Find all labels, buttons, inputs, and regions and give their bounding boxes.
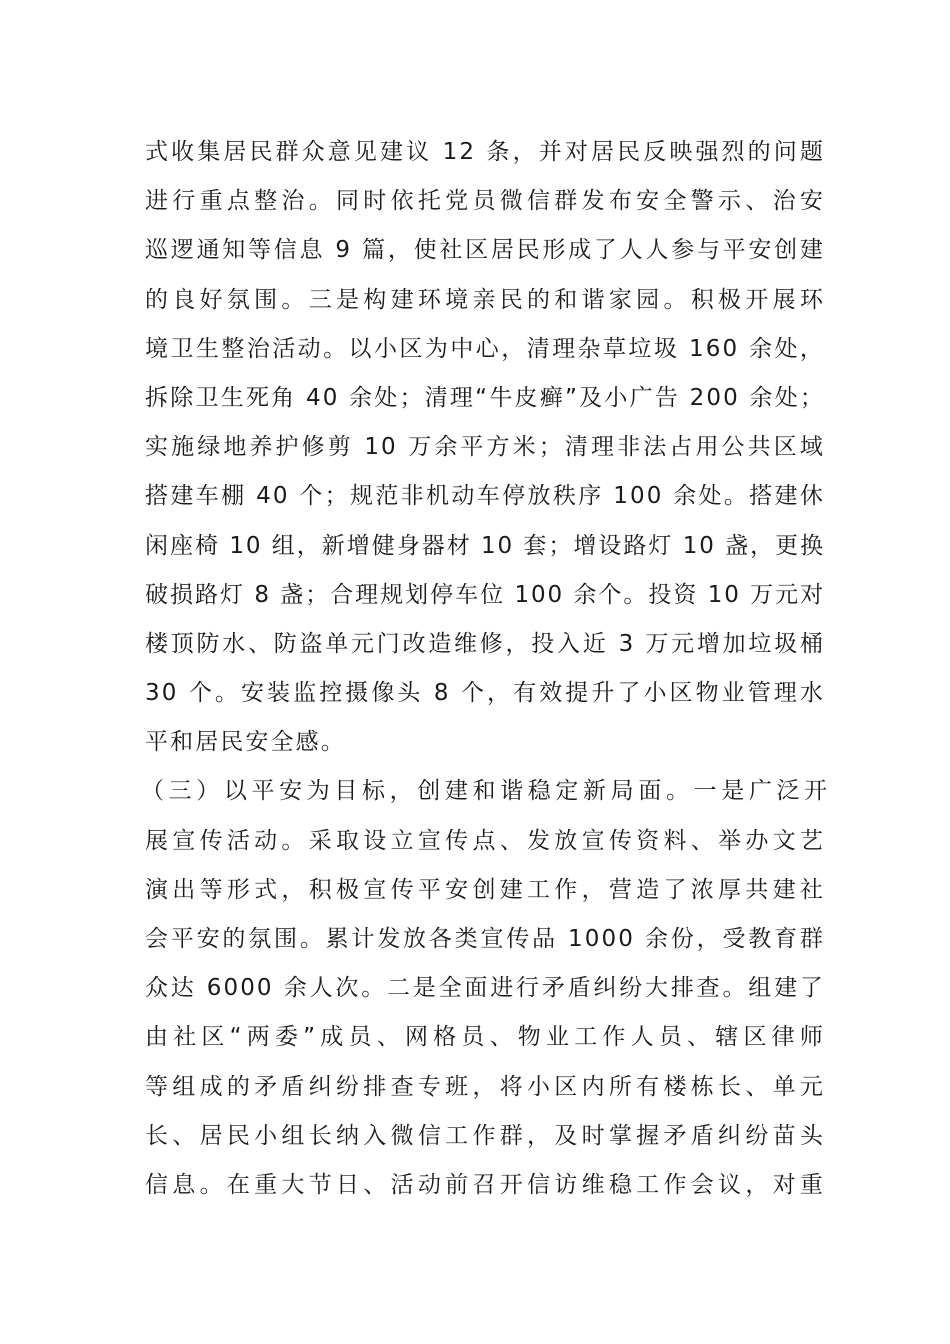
text-line-2: 进行重点整治。同时依托党员微信群发布安全警示、治安 [145, 188, 825, 215]
text-line-8: 搭建车棚 40 个；规范非机动车停放秩序 100 余处。搭建休 [145, 483, 825, 510]
body-text [141, 128, 825, 1210]
text-line-22: 信息。在重大节日、活动前召开信访维稳工作会议，对重 [145, 1171, 825, 1198]
section-heading-line: （三）以平安为目标，创建和谐稳定新局面。一是广泛开 [141, 778, 825, 805]
text-line-16: 演出等形式，积极宣传平安创建工作，营造了浓厚共建社 [145, 876, 825, 903]
text-line-10: 破损路灯 8 盏；合理规划停车位 100 余个。投资 10 万元对 [145, 581, 825, 608]
text-line-11: 楼顶防水、防盗单元门改造维修，投入近 3 万元增加垃圾桶 [145, 630, 825, 657]
text-line-17: 会平安的氛围。累计发放各类宣传品 1000 余份，受教育群 [145, 926, 825, 952]
text-line-20: 等组成的矛盾纠纷排查专班，将小区内所有楼栋长、单元 [145, 1073, 825, 1100]
text-line-3: 巡逻通知等信息 9 篇，使社区居民形成了人人参与平安创建 [145, 237, 825, 264]
text-line-7: 实施绿地养护修剪 10 万余平方米；清理非法占用公共区域 [145, 434, 825, 461]
text-line-5: 境卫生整治活动。以小区为中心，清理杂草垃圾 160 余处， [145, 335, 825, 362]
text-line-13: 平和居民安全感。 [145, 729, 346, 756]
text-line-19: 由社区“两委”成员、网格员、物业工作人员、辖区律师 [145, 1024, 825, 1051]
text-line-4: 的良好氛围。三是构建环境亲民的和谐家园。积极开展环 [145, 286, 825, 313]
text-line-12: 30 个。安装监控摄像头 8 个，有效提升了小区物业管理水 [145, 680, 825, 707]
text-line-15: 展宣传活动。采取设立宣传点、发放宣传资料、举办文艺 [145, 827, 825, 854]
text-line-21: 长、居民小组长纳入微信工作群，及时掌握矛盾纠纷苗头 [145, 1122, 825, 1149]
text-line-6: 拆除卫生死角 40 余处；清理“牛皮癣”及小广告 200 余处； [145, 384, 825, 411]
text-line-1: 式收集居民群众意见建议 12 条，并对居民反映强烈的问题 [145, 139, 825, 165]
text-line-9: 闲座椅 10 组，新增健身器材 10 套；增设路灯 10 盏，更换 [145, 532, 825, 559]
text-line-18: 众达 6000 余人次。二是全面进行矛盾纠纷大排查。组建了 [145, 975, 825, 1002]
